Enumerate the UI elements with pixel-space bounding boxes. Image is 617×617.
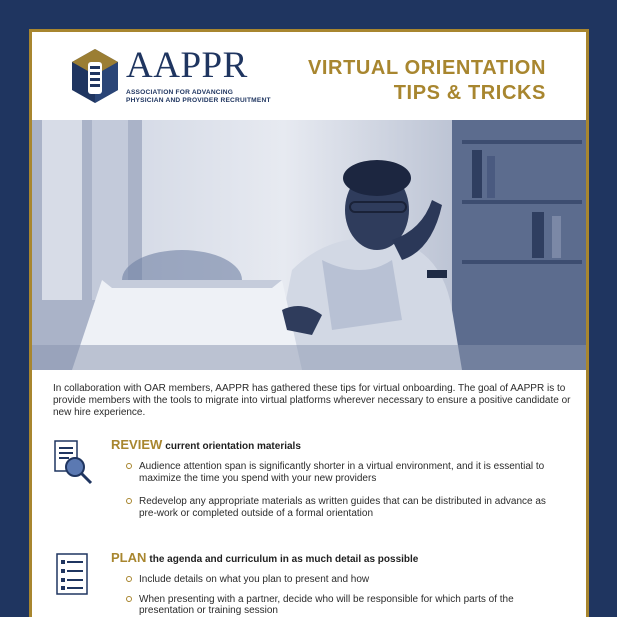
logo-name: AAPPR xyxy=(126,45,248,86)
plan-heading-text: the agenda and curriculum in as much detail as possible xyxy=(149,554,419,565)
plan-bullet-list xyxy=(126,574,566,617)
hero-photo xyxy=(32,120,589,370)
document-magnifier-icon xyxy=(53,439,95,485)
page-title-line1: VIRTUAL ORIENTATION xyxy=(307,57,546,79)
page-title xyxy=(308,56,546,106)
logo-subtitle-line2: PHYSICIAN AND PROVIDER RECRUITMENT xyxy=(126,97,271,104)
plan-heading xyxy=(111,550,418,565)
list-item: Audience attention span is significantly shorter in a virtual environment, and it is essential to maximize the time you spend with your new providers xyxy=(126,461,566,484)
plan-keyword: PLAN xyxy=(111,550,147,565)
review-keyword: REVIEW xyxy=(111,437,163,452)
intro-paragraph: In collaboration with OAR members, AAPPR has gathered these tips for virtual onboarding. The goal of AAPPR is to provide members with the tools to migrate into virtual platforms wherever necessary to ensure a positive candidate or new hire experience. xyxy=(53,383,571,418)
review-bullet-list xyxy=(126,461,566,519)
logo-subtitle-line1: ASSOCIATION FOR ADVANCING xyxy=(126,89,234,96)
logo-subtitle xyxy=(126,89,271,105)
list-item: Include details on what you plan to present and how xyxy=(126,574,566,586)
review-heading xyxy=(111,437,301,452)
aappr-logo-icon xyxy=(70,48,120,104)
flyer-page xyxy=(29,29,589,617)
page-title-line2: TIPS & TRICKS xyxy=(393,82,546,104)
list-item: Redevelop any appropriate materials as written guides that can be distributed in advance as pre-work or completed outside of a formal orientation xyxy=(126,496,566,519)
checklist-icon xyxy=(53,552,95,598)
header xyxy=(32,32,586,120)
list-item: When presenting with a partner, decide who will be responsible for which parts of the presentation or training session xyxy=(126,594,566,617)
review-heading-text: current orientation materials xyxy=(165,441,301,452)
